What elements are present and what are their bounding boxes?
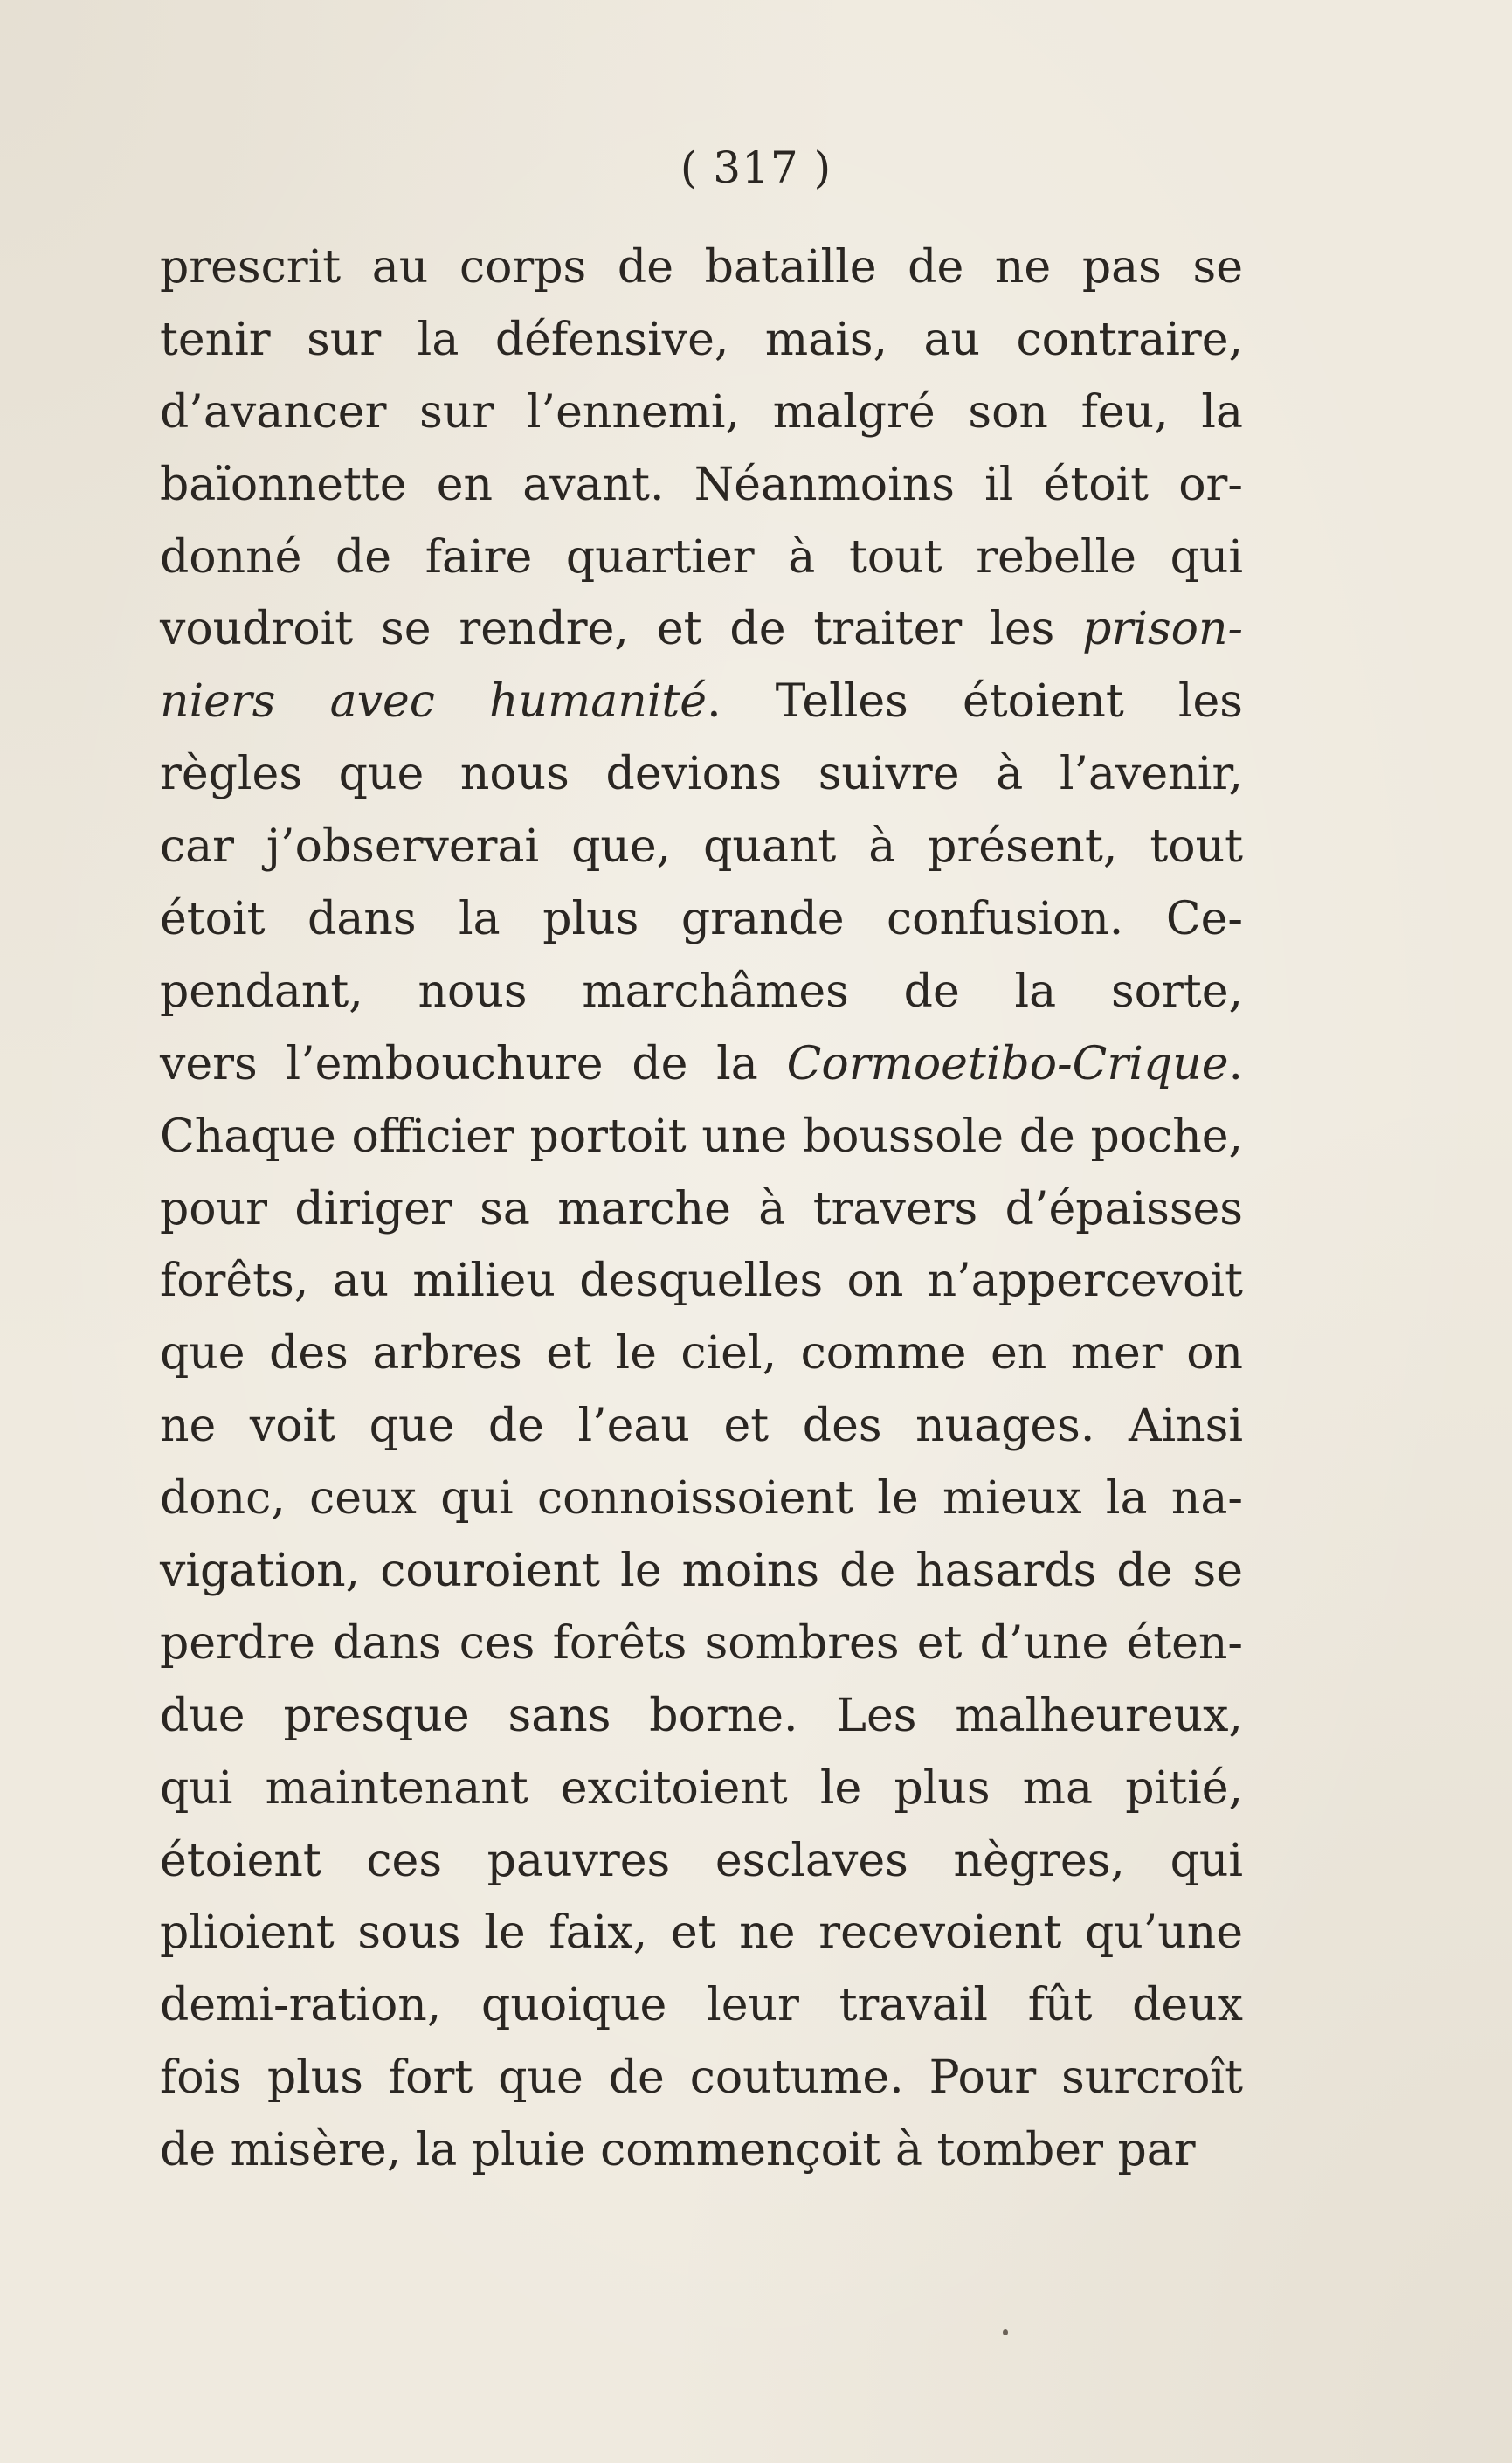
text-line bbox=[160, 883, 1243, 956]
text-line bbox=[160, 1753, 1243, 1825]
italic-segment: niers avec humanité bbox=[160, 675, 708, 729]
text-segment: donné de faire quartier à tout rebelle qui bbox=[160, 530, 1243, 584]
text-segment: que des arbres et le ciel, comme en mer on bbox=[160, 1327, 1243, 1380]
text-line bbox=[160, 304, 1243, 377]
text-line bbox=[160, 1318, 1243, 1390]
text-segment: forêts, au milieu desquelles on n’appercevoit bbox=[160, 1255, 1243, 1308]
text-line bbox=[160, 232, 1243, 304]
text-line bbox=[160, 666, 1243, 738]
italic-segment: Cormoetibo-Crique bbox=[786, 1037, 1229, 1090]
text-segment: vigation, couroient le moins de hasards de se bbox=[160, 1545, 1243, 1598]
text-segment: qui maintenant excitoient le plus ma pitié, bbox=[160, 1761, 1243, 1815]
text-line bbox=[160, 1101, 1243, 1173]
text-line bbox=[160, 956, 1243, 1028]
text-segment: donc, ceux qui connoissoient le mieux la na- bbox=[160, 1472, 1243, 1526]
paper-speck bbox=[1003, 2329, 1008, 2335]
text-segment: pour diriger sa marche à travers d’épaisses bbox=[160, 1182, 1243, 1235]
text-line bbox=[160, 2042, 1243, 2114]
text-line bbox=[160, 377, 1243, 449]
text-line bbox=[160, 1028, 1243, 1101]
body-text bbox=[160, 232, 1243, 2187]
text-segment: plioient sous le faix, et ne recevoient qu’une bbox=[160, 1906, 1243, 1960]
text-segment: baïonnette en avant. Néanmoins il étoit or- bbox=[160, 458, 1243, 511]
text-line bbox=[160, 1680, 1243, 1753]
text-line bbox=[160, 522, 1243, 594]
text-segment: due presque sans borne. Les malheureux, bbox=[160, 1689, 1243, 1742]
text-line bbox=[160, 738, 1243, 811]
text-segment: d’avancer sur l’ennemi, malgré son feu, la bbox=[160, 385, 1243, 439]
text-segment: de misère, la pluie commençoit à tomber par bbox=[160, 2124, 1196, 2177]
text-segment: perdre dans ces forêts sombres et d’une éten- bbox=[160, 1616, 1243, 1670]
page-number-header: ( 317 ) bbox=[680, 142, 832, 193]
text-line bbox=[160, 1463, 1243, 1535]
text-segment: demi-ration, quoique leur travail fût deux bbox=[160, 1979, 1243, 2032]
text-line bbox=[160, 1390, 1243, 1463]
text-segment: tenir sur la défensive, mais, au contraire, bbox=[160, 313, 1243, 366]
text-segment: Chaque officier portoit une boussole de poche, bbox=[160, 1110, 1243, 1163]
text-segment: vers l’embouchure de la bbox=[160, 1037, 787, 1090]
text-segment: . bbox=[1228, 1037, 1243, 1090]
text-line bbox=[160, 1245, 1243, 1318]
text-segment: prescrit au corps de bataille de ne pas se bbox=[160, 241, 1243, 294]
text-line bbox=[160, 811, 1243, 883]
text-segment: voudroit se rendre, et de traiter les bbox=[160, 603, 1083, 656]
text-segment: étoit dans la plus grande confusion. Ce- bbox=[160, 893, 1243, 946]
text-line bbox=[160, 1173, 1243, 1246]
text-segment: fois plus fort que de coutume. Pour surcroît bbox=[160, 2051, 1243, 2105]
text-line bbox=[160, 593, 1243, 666]
text-line bbox=[160, 1825, 1243, 1898]
text-segment: étoient ces pauvres esclaves nègres, qui bbox=[160, 1834, 1243, 1887]
text-line bbox=[160, 2114, 1243, 2187]
italic-segment: prison- bbox=[1082, 603, 1243, 656]
text-line bbox=[160, 449, 1243, 522]
text-segment: car j’observerai que, quant à présent, tout bbox=[160, 820, 1243, 874]
text-line bbox=[160, 1535, 1243, 1608]
text-segment: . Telles étoient les bbox=[707, 675, 1243, 729]
text-segment: règles que nous devions suivre à l’avenir, bbox=[160, 748, 1243, 801]
text-segment: pendant, nous marchâmes de la sorte, bbox=[160, 965, 1243, 1018]
text-line bbox=[160, 1608, 1243, 1680]
text-line bbox=[160, 1897, 1243, 1969]
text-segment: ne voit que de l’eau et des nuages. Ainsi bbox=[160, 1400, 1243, 1453]
text-line bbox=[160, 1969, 1243, 2042]
